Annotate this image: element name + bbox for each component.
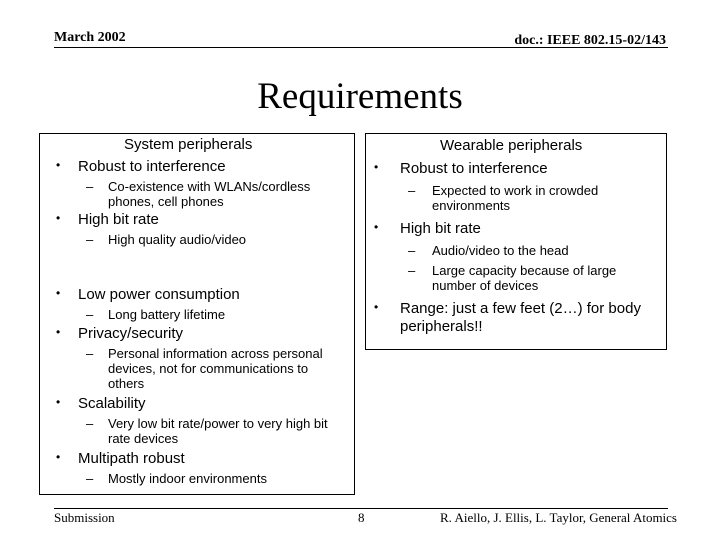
- sub-line: Very low bit rate/power to very high bit: [108, 416, 328, 431]
- sub-line: number of devices: [432, 278, 539, 293]
- sub-line: others: [108, 376, 145, 391]
- bullet-mark: •: [374, 160, 379, 174]
- bullet-text: Scalability: [78, 395, 146, 412]
- wearable-peripherals-panel: [365, 133, 667, 350]
- bullet-text: Privacy/security: [78, 325, 184, 342]
- bullet-mark: •: [374, 220, 379, 234]
- header-doc-id: doc.: IEEE 802.15-02/143: [514, 33, 666, 48]
- bullet-text: Robust to interference: [78, 158, 226, 175]
- sub-text: High quality audio/video: [108, 232, 247, 247]
- footer-authors: R. Aiello, J. Ellis, L. Taylor, General Atomics: [440, 510, 677, 525]
- sub-line: Personal information across personal: [108, 346, 323, 361]
- sub-text: [432, 263, 616, 293]
- bullet-text: Low power consumption: [78, 286, 240, 303]
- bullet-mark: •: [56, 395, 61, 409]
- system-peripherals-panel: [39, 133, 355, 495]
- dash-mark: –: [408, 263, 416, 278]
- bullet-mark: •: [56, 158, 61, 172]
- sub-line: Co-existence with WLANs/cordless: [108, 179, 311, 194]
- sub-line: rate devices: [108, 431, 179, 446]
- sub-text: [108, 179, 310, 209]
- sub-line: Large capacity because of large: [432, 263, 617, 278]
- bullet-line: peripherals!!: [400, 318, 483, 335]
- dash-mark: –: [86, 307, 94, 322]
- dash-mark: –: [86, 416, 94, 431]
- sub-text: Long battery lifetime: [108, 307, 226, 322]
- sub-line: Expected to work in crowded: [432, 183, 599, 198]
- bullet-mark: •: [56, 211, 61, 225]
- sub-text: [108, 416, 328, 446]
- bullet-text: Multipath robust: [78, 450, 185, 467]
- sub-text: Mostly indoor environments: [108, 471, 267, 486]
- sub-text: [432, 183, 598, 213]
- dash-mark: –: [408, 183, 416, 198]
- dash-mark: –: [408, 243, 416, 258]
- bullet-text: High bit rate: [400, 220, 481, 237]
- dash-mark: –: [86, 346, 94, 361]
- panel-heading: Wearable peripherals: [440, 137, 583, 154]
- bullet-mark: •: [56, 450, 61, 464]
- sub-text: Audio/video to the head: [432, 243, 569, 258]
- bullet-mark: •: [56, 325, 61, 339]
- slide-title: Requirements: [257, 76, 463, 117]
- footer-rule: [54, 508, 668, 509]
- bullet-mark: •: [374, 300, 379, 314]
- panel-heading: System peripherals: [124, 136, 253, 153]
- bullet-text: Robust to interference: [400, 160, 548, 177]
- sub-line: phones, cell phones: [108, 194, 224, 209]
- sub-line: devices, not for communications to: [108, 361, 309, 376]
- sub-line: environments: [432, 198, 511, 213]
- dash-mark: –: [86, 471, 94, 486]
- dash-mark: –: [86, 232, 94, 247]
- header-rule: [54, 47, 668, 48]
- footer-submission: Submission: [54, 510, 115, 525]
- bullet-mark: •: [56, 286, 61, 300]
- header-date: March 2002: [54, 30, 126, 45]
- bullet-text: High bit rate: [78, 211, 159, 228]
- footer-page-number: 8: [358, 510, 365, 525]
- bullet-text: [400, 300, 641, 336]
- bullet-line: Range: just a few feet (2…) for body: [400, 300, 641, 317]
- sub-text: [108, 346, 323, 391]
- dash-mark: –: [86, 179, 94, 194]
